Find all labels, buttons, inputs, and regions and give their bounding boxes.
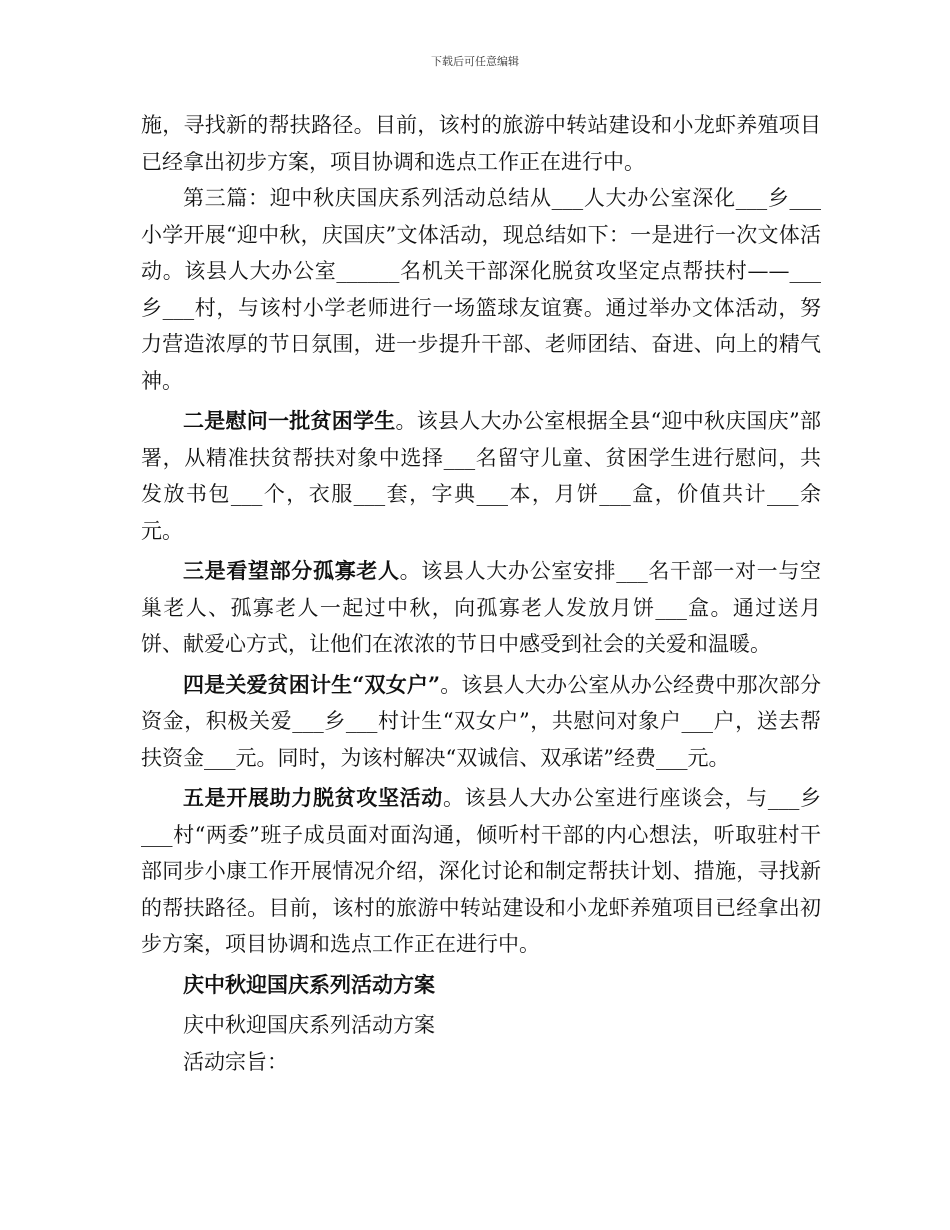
section-subtitle: 庆中秋迎国庆系列活动方案	[183, 1013, 435, 1037]
paragraph-continuation: 施，寻找新的帮扶路径。目前，该村的旅游中转站建设和小龙虾养殖项目已经拿出初步方案，项目协调和选点工作正在进行中。	[141, 113, 821, 174]
page-header: 下载后可任意编辑	[431, 55, 519, 68]
paragraph-summary-intro: 第三篇：迎中秋庆国庆系列活动总结从___人大办公室深化___乡___小学开展“迎中秋，庆国庆”文体活动，现总结如下：一是进行一次文体活动。该县人大办公室______名机关干部深化脱贫攻坚定点帮扶村——___乡___村，与该村小学老师进行一场篮球友谊赛。通过举办文体活动，努力营造浓厚的节日氛围，进一步提升干部、老师团结、奋进、向上的精气神。	[141, 186, 821, 393]
paragraph-elderly: 三是看望部分孤寡老人。该县人大办公室安排___名干部一对一与空巢老人、孤寡老人一起过中秋，向孤寡老人发放月饼___盒。通过送月饼、献爱心方式，让他们在浓浓的节日中感受到社会的关爱和温暖。	[141, 558, 822, 656]
section-label: 活动宗旨：	[183, 1049, 288, 1074]
paragraph-students: 二是慰问一批贫困学生。该县人大办公室根据全县“迎中秋庆国庆”部署，从精准扶贫帮扶对象中选择___名留守儿童、贫困学生进行慰问，共发放书包___个，衣服___套，字典___本，月饼___盒，价值共计___余元。	[141, 408, 821, 543]
paragraph-lead: 三是看望部分孤寡老人	[183, 558, 400, 583]
section-heading: 庆中秋迎国庆系列活动方案	[183, 971, 435, 997]
paragraph-lead: 四是关爱贫困计生“双女户”	[183, 671, 441, 697]
paragraph-lead: 五是开展助力脱贫攻坚活动	[183, 785, 443, 810]
paragraph-lead: 二是慰问一批贫困学生	[183, 408, 396, 433]
paragraph-poverty: 五是开展助力脱贫攻坚活动。该县人大办公室进行座谈会，与___乡___村“两委”班子成员面对面沟通，倾听村干部的内心想法，听取驻村干部同步小康工作开展情况介绍，深化讨论和制定帮扶计划、措施，寻找新的帮扶路径。目前，该村的旅游中转站建设和小龙虾养殖项目已经拿出初步方案，项目协调和选点工作正在进行中。	[141, 785, 822, 956]
paragraph-households: 四是关爱贫困计生“双女户”。该县人大办公室从办公经费中那次部分资金，积极关爱___乡___村计生“双女户”，共慰问对象户___户，送去帮扶资金___元。同时，为该村解决“双诚信、双承诺”经费___元。	[141, 671, 821, 770]
document-body	[141, 107, 821, 1080]
